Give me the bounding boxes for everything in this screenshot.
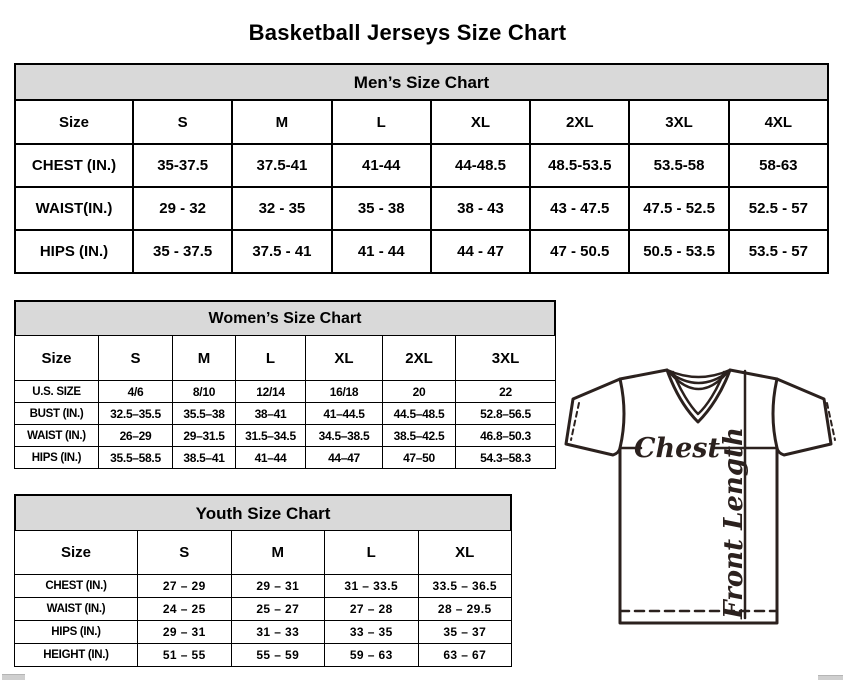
size-cell: 38.5–42.5 <box>383 425 456 447</box>
table-row <box>15 447 556 469</box>
size-cell: 44 - 47 <box>431 230 530 273</box>
chest-measure-label: Chest <box>634 433 720 464</box>
size-cell: 35 - 38 <box>332 187 431 230</box>
scrollbar-fragment-right[interactable] <box>818 675 843 680</box>
size-cell: 35.5–58.5 <box>99 447 173 469</box>
size-cell: 27 – 28 <box>325 598 419 621</box>
size-cell: 37.5-41 <box>232 144 331 187</box>
front-length-measure-label: Front Length <box>719 427 749 619</box>
size-cell: 53.5 - 57 <box>729 230 828 273</box>
size-cell: 52.8–56.5 <box>456 403 556 425</box>
row-label: WAIST(IN.) <box>15 187 133 230</box>
table-row <box>15 644 512 667</box>
size-cell: 29–31.5 <box>173 425 236 447</box>
womens-size-chart <box>14 300 556 469</box>
row-label: HIPS (IN.) <box>15 447 99 469</box>
table-row <box>15 403 556 425</box>
size-cell: 16/18 <box>306 381 383 403</box>
column-header: S <box>138 531 232 575</box>
row-label: U.S. SIZE <box>15 381 99 403</box>
womens-chart-title: Women’s Size Chart <box>14 300 556 337</box>
size-cell: 29 - 32 <box>133 187 232 230</box>
size-cell: 4/6 <box>99 381 173 403</box>
womens-size-table <box>14 335 556 469</box>
table-row <box>15 230 828 273</box>
row-label: CHEST (IN.) <box>15 575 138 598</box>
size-cell: 31 – 33 <box>231 621 325 644</box>
size-cell: 12/14 <box>236 381 306 403</box>
size-cell: 29 – 31 <box>231 575 325 598</box>
size-cell: 53.5-58 <box>629 144 728 187</box>
row-label: HEIGHT (IN.) <box>15 644 138 667</box>
column-header: L <box>236 336 306 381</box>
size-cell: 46.8–50.3 <box>456 425 556 447</box>
size-cell: 22 <box>456 381 556 403</box>
size-cell: 38.5–41 <box>173 447 236 469</box>
column-header: 3XL <box>629 100 728 144</box>
column-header: M <box>231 531 325 575</box>
row-label: BUST (IN.) <box>15 403 99 425</box>
mens-size-table <box>14 99 829 274</box>
size-cell: 43 - 47.5 <box>530 187 629 230</box>
column-header: Size <box>15 336 99 381</box>
size-cell: 44.5–48.5 <box>383 403 456 425</box>
size-cell: 38–41 <box>236 403 306 425</box>
size-cell: 8/10 <box>173 381 236 403</box>
size-cell: 41–44.5 <box>306 403 383 425</box>
size-cell: 41-44 <box>332 144 431 187</box>
size-cell: 52.5 - 57 <box>729 187 828 230</box>
row-label: WAIST (IN.) <box>15 598 138 621</box>
column-header: 2XL <box>383 336 456 381</box>
row-label: CHEST (IN.) <box>15 144 133 187</box>
size-cell: 35 – 37 <box>418 621 512 644</box>
size-cell: 28 – 29.5 <box>418 598 512 621</box>
table-row <box>15 381 556 403</box>
header-row <box>15 100 828 144</box>
size-cell: 41–44 <box>236 447 306 469</box>
row-label: HIPS (IN.) <box>15 230 133 273</box>
size-cell: 54.3–58.3 <box>456 447 556 469</box>
column-header: 3XL <box>456 336 556 381</box>
header-row <box>15 336 556 381</box>
size-cell: 33 – 35 <box>325 621 419 644</box>
size-cell: 33.5 – 36.5 <box>418 575 512 598</box>
table-row <box>15 598 512 621</box>
size-cell: 44–47 <box>306 447 383 469</box>
header-row <box>15 531 512 575</box>
column-header: M <box>232 100 331 144</box>
size-cell: 41 - 44 <box>332 230 431 273</box>
size-cell: 32.5–35.5 <box>99 403 173 425</box>
size-cell: 63 – 67 <box>418 644 512 667</box>
mens-chart-title: Men’s Size Chart <box>14 63 829 101</box>
table-row <box>15 621 512 644</box>
size-cell: 55 – 59 <box>231 644 325 667</box>
table-row <box>15 425 556 447</box>
row-label: HIPS (IN.) <box>15 621 138 644</box>
table-row <box>15 144 828 187</box>
jersey-measurement-diagram <box>563 360 843 674</box>
size-cell: 20 <box>383 381 456 403</box>
size-cell: 50.5 - 53.5 <box>629 230 728 273</box>
size-cell: 35 - 37.5 <box>133 230 232 273</box>
size-cell: 32 - 35 <box>232 187 331 230</box>
table-row <box>15 187 828 230</box>
page-title: Basketball Jerseys Size Chart <box>248 19 567 45</box>
size-cell: 59 – 63 <box>325 644 419 667</box>
size-cell: 24 – 25 <box>138 598 232 621</box>
size-cell: 29 – 31 <box>138 621 232 644</box>
size-cell: 47.5 - 52.5 <box>629 187 728 230</box>
column-header: XL <box>431 100 530 144</box>
youth-size-chart <box>14 494 512 667</box>
column-header: S <box>99 336 173 381</box>
column-header: 4XL <box>729 100 828 144</box>
youth-chart-title: Youth Size Chart <box>14 494 512 532</box>
column-header: S <box>133 100 232 144</box>
row-label: WAIST (IN.) <box>15 425 99 447</box>
size-cell: 58-63 <box>729 144 828 187</box>
scrollbar-fragment-left[interactable] <box>2 674 25 680</box>
table-row <box>15 575 512 598</box>
size-cell: 44-48.5 <box>431 144 530 187</box>
column-header: 2XL <box>530 100 629 144</box>
size-cell: 51 – 55 <box>138 644 232 667</box>
size-cell: 25 – 27 <box>231 598 325 621</box>
size-cell: 47–50 <box>383 447 456 469</box>
size-cell: 48.5-53.5 <box>530 144 629 187</box>
size-cell: 34.5–38.5 <box>306 425 383 447</box>
youth-size-table <box>14 530 512 667</box>
size-cell: 47 - 50.5 <box>530 230 629 273</box>
size-cell: 31 – 33.5 <box>325 575 419 598</box>
column-header: XL <box>418 531 512 575</box>
jersey-outline <box>566 370 831 623</box>
jersey-icon <box>563 360 843 674</box>
column-header: L <box>325 531 419 575</box>
size-cell: 31.5–34.5 <box>236 425 306 447</box>
column-header: Size <box>15 100 133 144</box>
column-header: L <box>332 100 431 144</box>
column-header: XL <box>306 336 383 381</box>
size-cell: 35-37.5 <box>133 144 232 187</box>
size-cell: 27 – 29 <box>138 575 232 598</box>
column-header: M <box>173 336 236 381</box>
mens-size-chart <box>14 63 829 274</box>
size-cell: 35.5–38 <box>173 403 236 425</box>
size-cell: 38 - 43 <box>431 187 530 230</box>
size-cell: 37.5 - 41 <box>232 230 331 273</box>
size-cell: 26–29 <box>99 425 173 447</box>
column-header: Size <box>15 531 138 575</box>
